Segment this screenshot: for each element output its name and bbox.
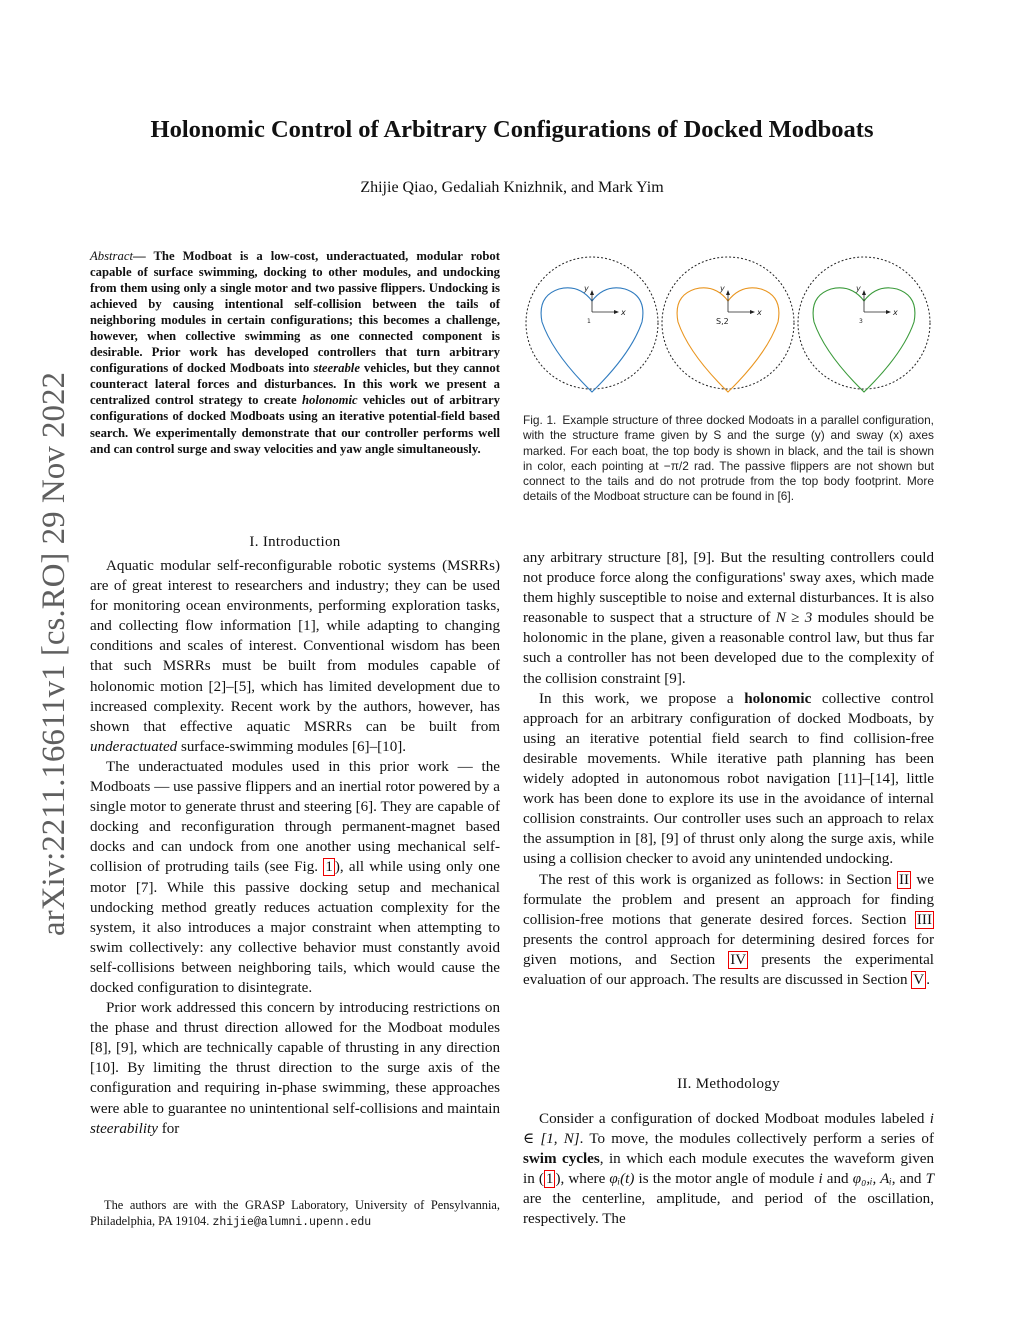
methodology-body [523, 1109, 934, 1230]
footnote: The authors are with the GRASP Laboratory, University of Pensylvannia, Philadelphia, PA 19104. zhijie@alumni.upenn.edu [90, 1198, 500, 1229]
introduction-body [90, 556, 500, 1139]
caption-label: Fig. 1. [523, 413, 557, 427]
boat-1 [526, 257, 658, 392]
figure-ref-link[interactable]: 1 [325, 859, 333, 876]
x-axis-label: x [893, 308, 898, 317]
figure-1-caption: Fig. 1. Example structure of three docked Modoats in a parallel configuration, with the structure frame given by S and the surge (y) and sway (x) axes marked. For each boat, the top body is shown in black, and the tail is shown in color, each pointing at −π/2 rad. The passive flippers are not shown but connect to the tails and do not protrude from the top body footprint. More details of the Modboat structure can be found in [6]. [523, 413, 934, 504]
abstract: Abstract— The Modboat is a low-cost, underactuated, modular robot capable of surface swimming, docking to other modules, and undocking from them using only a single motor and two passive flippers. Undocking is achieved by causing intentional self-collision between the tails of neighboring modules in certain configurations; this becomes a challenge, however, when collective swimming as one connected component is desirable. Prior work has developed controllers that turn arbitrary configurations of docked Modboats into steerable vehicles, but they cannot counteract lateral forces and disturbances. In this work we present a centralized control strategy to create holonomic vehicles out of arbitrary configurations of docked Modboats using an iterative potential-field based search. We experimentally demonstrate that our controller performs well and can control surge and sway velocities and yaw angle simultaneously. [90, 249, 500, 456]
paper-authors: Zhijie Qiao, Gedaliah Knizhnik, and Mark Yim [360, 179, 664, 196]
author-email[interactable]: zhijie@alumni.upenn.edu [212, 1216, 372, 1229]
structure-frame-label: S,2 [716, 317, 729, 326]
x-axis-label: x [621, 308, 626, 317]
boat-2 [662, 257, 794, 392]
figure-1-diagram [523, 244, 934, 402]
paragraph: Aquatic modular self-reconfigurable robotic systems (MSRRs) are of great interest to researchers and industry; they can be used for monitoring ocean environments, performing exploration tasks, and collecting flow information [1], while adapting to changing conditions and scales of interest. Conventional wisdom has been that such MSRRs must be built from modules capable of holonomic motion [2]–[5], which has limited development due to increased complexity. Recent work by the authors, however, has shown that effective aquatic MSRRs can be built from underactuated surface-swimming modules [6]–[10]. [90, 558, 500, 755]
arxiv-identifier: arXiv:2211.16611v1 [cs.RO] 29 Nov 2022 [36, 372, 72, 936]
section-heading-introduction: I. Introduction [249, 534, 341, 550]
paragraph: Prior work addressed this concern by introducing restrictions on the phase and thrust direction allowed for the Modboat modules [8], [9], which are technically capable of thrusting in any direction [10]. By limiting the thrust direction to the surge axis of the configuration and requiring in-phase swimming, these approaches were able to guarantee no unintentional self-collisions and maintain steerability for [90, 1000, 500, 1137]
equation-ref-link[interactable]: 1 [545, 1171, 554, 1188]
paragraph: In this work, we propose a holonomic collective control approach for an arbitrary configuration of docked Modboats, by using an iterative potential field search to find collision-free desirable movements. While iterative path planning has been widely adopted in autonomous robot navigation [11]–[14], little work has been done to explore its use in the avoidance of internal collision constraints. Our controller uses such an approach to relax the assumption in [8], [9] of thrust only along the surge axis, while using a collision checker to avoid any unintended undocking. [523, 690, 935, 868]
x-axis-label: x [757, 308, 762, 317]
boat-label: 3 [859, 318, 863, 325]
figure-1 [523, 244, 934, 402]
introduction-continued [523, 548, 934, 990]
abstract-label: Abstract [90, 249, 133, 263]
paragraph: any arbitrary structure [8], [9]. But the resulting controllers could not produce force along the configurations' sway axes, which made them highly susceptible to noise and external disturbances. It is also reasonable to suspect that a structure of N ≥ 3 modules should be holonomic in the plane, given a reasonable control law, but thus far such a controller has not been developed due to the complexity of the collision constraint [9]. [523, 550, 934, 687]
section-heading-methodology: II. Methodology [677, 1076, 780, 1092]
paragraph: The underactuated modules used in this prior work — the Modboats — use passive flippers and an inertial rotor powered by a single motor to generate thrust and steering [6]. They are capable of docking and reconfiguration through permanent-magnet based docks and can undock from one another using mechanical self-collision of protruding tails (see Fig. 1 ), all while using only one motor [7]. While this passive docking setup and mechanical undocking method greatly reduces actuation complexity for the system, it also introduces a major constraint when attempting to swim collectively: any collective behavior must constantly avoid self-collisions between neighboring tails, which would cause the docked configuration to disintegrate. [90, 758, 500, 996]
y-axis-label: y [584, 284, 589, 293]
paragraph: Consider a configuration of docked Modboat modules labeled i ∈ [1, N]. To move, the modules collectively perform a series of swim cycles, in which each module executes the waveform given in ( 1 ), where φᵢ(t) is the motor angle of module i and φ₀,ᵢ, Aᵢ, and T are the centerline, amplitude, and period of the oscillation, respectively. The [523, 1111, 935, 1228]
y-axis-label: y [720, 284, 725, 293]
y-axis-label: y [856, 284, 861, 293]
paragraph: The rest of this work is organized as follows: in Section II we formulate the problem and present an approach for finding collision-free motions that generate desired forces. Section III presents the control approach for determining desired forces for given motions, and Section IV presents the experimental evaluation of our approach. The results are discussed in Section V . [523, 871, 935, 988]
boat-3 [798, 257, 930, 392]
boat-label: 1 [587, 318, 591, 325]
section-ref-link[interactable]: II [898, 871, 910, 888]
section-ref-link[interactable]: V [913, 971, 925, 988]
paper-title: Holonomic Control of Arbitrary Configurations of Docked Modboats [150, 116, 874, 143]
boat-3-body [798, 257, 930, 389]
section-ref-link[interactable]: IV [730, 951, 747, 968]
section-ref-link[interactable]: III [916, 911, 932, 928]
boat-1-body [526, 257, 658, 389]
